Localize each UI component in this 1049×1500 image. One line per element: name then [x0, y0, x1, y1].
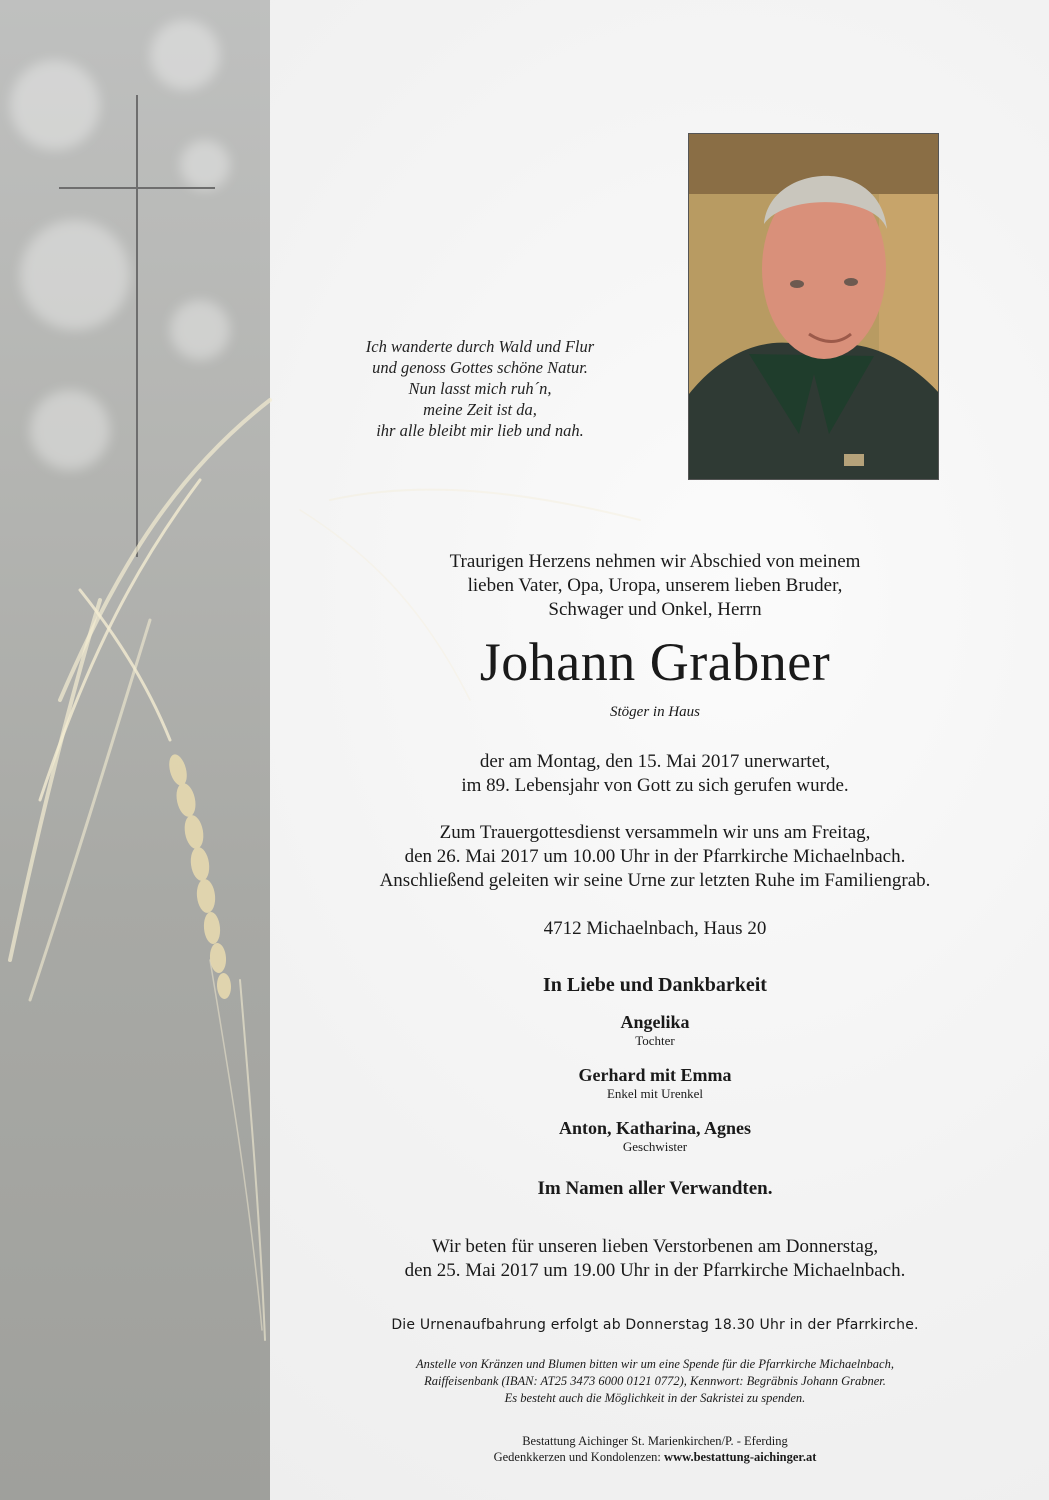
mourner-relation: Enkel mit Urenkel — [606, 1086, 704, 1101]
prayer-line: den 25. Mai 2017 um 19.00 Uhr in der Pfarrkirche Michaelnbach. — [404, 1260, 906, 1281]
footer-line — [290, 1449, 1020, 1465]
verse-line: und genoss Gottes schöne Natur. — [372, 358, 588, 377]
mourner-entry — [290, 1064, 1020, 1102]
cross-icon-horizontal — [59, 187, 215, 189]
mourner-relation: Tochter — [635, 1033, 675, 1048]
death-line: im 89. Lebensjahr von Gott zu sich gerufen wurde. — [461, 775, 849, 796]
memorial-verse — [330, 336, 630, 441]
website-link[interactable]: www.bestattung-aichinger.at — [664, 1450, 817, 1464]
service-line: Zum Trauergottesdienst versammeln wir uns am Freitag, — [439, 822, 871, 843]
deceased-name: Johann Grabner — [479, 632, 831, 692]
prayer-line: Wir beten für unseren lieben Verstorbenen am Donnerstag, — [431, 1236, 879, 1257]
closing-heading: In Liebe und Dankbarkeit — [543, 974, 767, 996]
urn-notice: Die Urnenaufbahrung erfolgt ab Donnerstag 18.30 Uhr in der Pfarrkirche. — [391, 1317, 919, 1333]
mourner-name: Anton, Katharina, Agnes — [558, 1118, 752, 1138]
mourner-relation: Geschwister — [622, 1139, 688, 1154]
portrait-photo — [688, 133, 939, 480]
donation-line: Anstelle von Kränzen und Blumen bitten wir um eine Spende für die Pfarrkirche Michaelnbach, — [416, 1357, 894, 1371]
footer-prefix: Gedenkkerzen und Kondolenzen: — [493, 1450, 661, 1464]
deceased-nickname: Stöger in Haus — [610, 704, 700, 720]
service-line: den 26. Mai 2017 um 10.00 Uhr in der Pfarrkirche Michaelnbach. — [404, 846, 906, 867]
verse-line: Nun lasst mich ruh´n, — [408, 379, 552, 398]
mourner-entry — [290, 1011, 1020, 1049]
intro-text — [290, 550, 1020, 622]
mourner-name: Angelika — [620, 1012, 690, 1032]
intro-line: lieben Vater, Opa, Uropa, unserem lieben Bruder, — [467, 575, 843, 596]
side-panel-background — [0, 0, 270, 1500]
verse-line: Ich wanderte durch Wald und Flur — [365, 337, 595, 356]
donation-notice — [290, 1356, 1020, 1407]
prayer-notice — [290, 1235, 1020, 1283]
mourner-entry — [290, 1117, 1020, 1155]
donation-line: Raiffeisenbank (IBAN: AT25 3473 6000 0121 0772), Kennwort: Begräbnis Johann Grabner. — [424, 1374, 886, 1388]
verse-line: ihr alle bleibt mir lieb und nah. — [376, 421, 584, 440]
service-line: Anschließend geleiten wir seine Urne zur letzten Ruhe im Familiengrab. — [379, 870, 931, 891]
address: 4712 Michaelnbach, Haus 20 — [543, 918, 767, 939]
mourner-name: Gerhard mit Emma — [578, 1065, 732, 1085]
footer-line: Bestattung Aichinger St. Marienkirchen/P. - Eferding — [522, 1434, 788, 1448]
relatives-line: Im Namen aller Verwandten. — [537, 1178, 773, 1199]
intro-line: Schwager und Onkel, Herrn — [548, 599, 762, 620]
verse-line: meine Zeit ist da, — [423, 400, 537, 419]
donation-line: Es besteht auch die Möglichkeit in der Sakristei zu spenden. — [504, 1391, 806, 1405]
funeral-service-notice — [290, 821, 1020, 893]
intro-line: Traurigen Herzens nehmen wir Abschied von meinem — [449, 551, 861, 572]
cross-icon-vertical — [136, 95, 138, 557]
death-notice — [290, 750, 1020, 798]
footer — [290, 1433, 1020, 1465]
death-line: der am Montag, den 15. Mai 2017 unerwartet, — [479, 751, 831, 772]
